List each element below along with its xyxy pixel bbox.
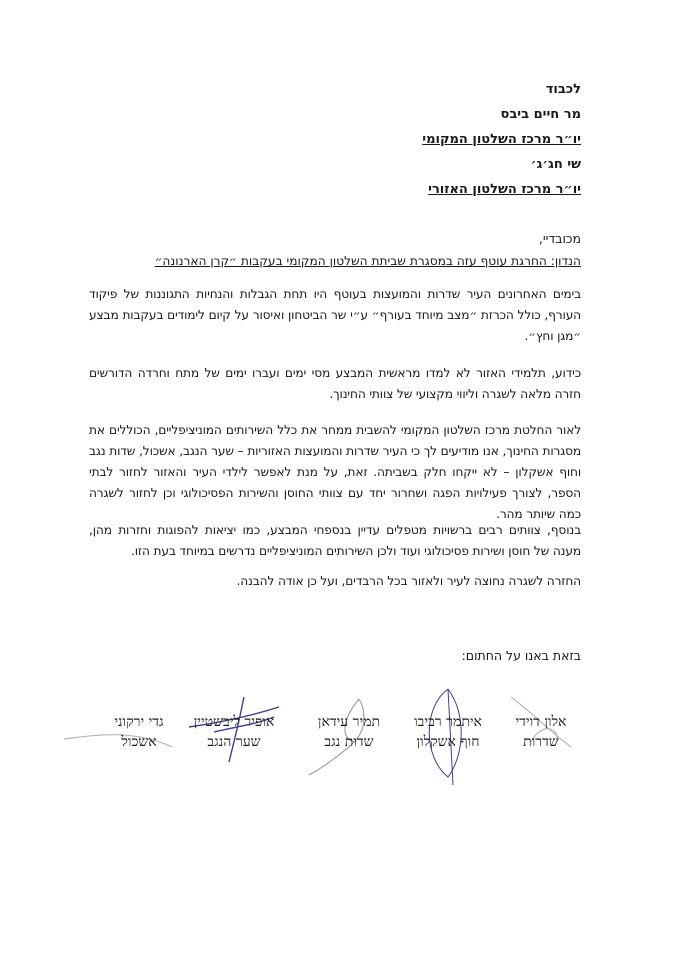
greeting: מכובדיי, [538, 231, 581, 246]
recipient-name-1: מר חיים ביבס [500, 107, 581, 122]
subject-line: הנדון: החרגת עוטף עזה במסגרת שביתת השלטון המקומי בעקבות ״קרן הארנונה״ [154, 254, 581, 268]
signatory-5 [104, 712, 174, 752]
signatory-name: גדי ירקוני [114, 714, 164, 730]
paragraph-3: לאור החלטת מרכז השלטון המקומי להשבית ממחר את כלל השירותים המוניציפליים, הכוללים את מסגרות החינוך, אנו מודיעים לך כי העיר שדרות והמועצות האזוריות – שער הנגב, אשכול, שדות נגב וחוף אשקלון – לא ייקחו חלק בשביתה. זאת, על מנת לאפשר לילדי העיר והאזור לחזור לבתי הספר, לצורך פעילויות הפגה ושחרור יחד עם צוותי החוסן והשירות הפסיכולוגי וכן לחזור לשגרה כמה שיותר מהר. [89, 423, 581, 521]
paragraph-4: בנוסף, צוותים רבים ברשויות מטפלים עדיין בנספחי המבצע, כמו יציאות להפוגות וחזרות מהן, מענה של חוסן ושירות פסיכולוגי ועוד ולכן השירותים המוניציפליים נדרשים במיוחד בעת הזו. [89, 523, 581, 558]
signatory-authority: אשכול [121, 734, 157, 750]
signatory-name: תמיר עידאן [317, 714, 381, 730]
signatory-1 [501, 712, 581, 752]
signatory-authority: שדות נגב [324, 734, 374, 750]
recipient-title-2: יו״ר מרכז השלטון האזורי [428, 182, 581, 197]
signatory-name: אלון דוידי [515, 714, 567, 730]
signatory-authority: שער הנגב [207, 734, 261, 750]
signatory-authority: חוף אשקלון [416, 734, 480, 750]
signoff-line: בזאת באנו על החתום: [461, 648, 581, 663]
paragraph-5: החזרה לשגרה נחוצה לעיר ולאזור בכל הרבדים, ועל כן אודה להבנה. [236, 574, 581, 588]
signatory-authority: שדרות [523, 734, 559, 750]
signatory-4 [184, 712, 284, 752]
recipient-title-1: יו״ר מרכז השלטון המקומי [422, 132, 581, 147]
recipient-line-1: לכבוד [545, 82, 581, 97]
paragraph-1: בימים האחרונים העיר שדרות והמועצות בעוטף היו תחת הגבלות והנחיות התגוננות של פיקוד העורף, כולל הכרזת ״מצב מיוחד בעורף״ ע״י שר הביטחון ואיסור על קיום לימודים בעקבות מבצע ״מגן וחץ״. [89, 287, 581, 343]
signatory-3 [304, 712, 394, 752]
recipient-name-2: שי חג׳ג׳ [530, 157, 581, 172]
paragraph-2: כידוע, תלמידי האזור לא למדו מראשית המבצע מסי ימים ועברו ימים של מתח וחרדה הדורשים חזרה מלאה לשגרה וליווי מקצועי של צוותי החינוך. [89, 366, 581, 401]
signatory-2 [403, 712, 493, 752]
signatory-name: אופיר ליבשטיין [193, 714, 275, 730]
signatory-name: איתמר רביבו [414, 714, 482, 730]
